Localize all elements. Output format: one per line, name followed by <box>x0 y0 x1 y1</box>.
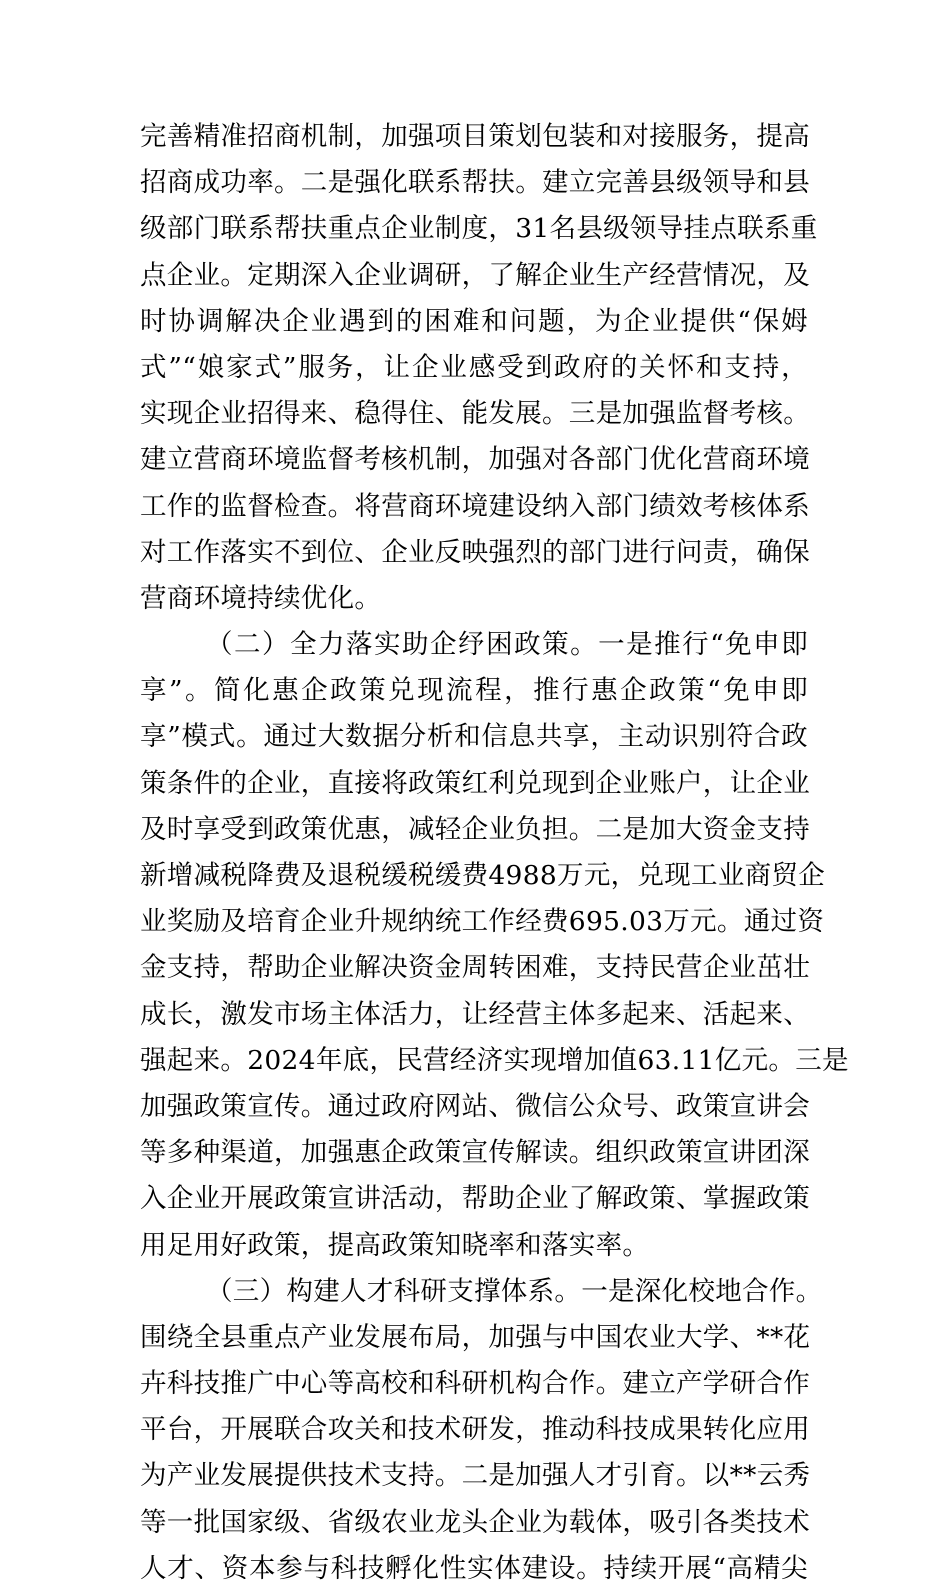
text-line: 策条件的企业，直接将政策红利兑现到企业账户，让企业 <box>140 767 810 799</box>
text-line: 点企业。定期深入企业调研，了解企业生产经营情况，及 <box>140 259 810 291</box>
document-body <box>140 114 849 1592</box>
text-line: 及时享受到政策优惠，减轻企业负担。二是加大资金支持 <box>140 813 810 845</box>
text-line: 卉科技推广中心等高校和科研机构合作。建立产学研合作 <box>140 1368 810 1400</box>
text-line: 人才、资本参与科技孵化性实体建设。持续开展“高精尖 <box>140 1552 808 1584</box>
text-line: 用足用好政策，提高政策知晓率和落实率。 <box>140 1229 650 1261</box>
text-line: 工作的监督检查。将营商环境建设纳入部门绩效考核体系 <box>140 490 810 522</box>
text-line: 时协调解决企业遇到的困难和问题，为企业提供“保姆 <box>140 305 808 337</box>
text-line: 对工作落实不到位、企业反映强烈的部门进行问责，确保 <box>140 536 810 568</box>
text-line: 招商成功率。二是强化联系帮扶。建立完善县级领导和县 <box>140 167 810 199</box>
text-line: 等多种渠道，加强惠企政策宣传解读。组织政策宣讲团深 <box>140 1137 810 1169</box>
text-line: 新增减税降费及退税缓税缓费4988万元，兑现工业商贸企 <box>140 860 826 891</box>
text-line: （三）构建人才科研支撑体系。一是深化校地合作。 <box>206 1275 823 1307</box>
text-line: 业奖励及培育企业升规纳统工作经费695.03万元。通过资 <box>140 906 825 938</box>
text-line: 享”模式。通过大数据分析和信息共享，主动识别符合政 <box>140 721 808 753</box>
text-line: 享”。简化惠企政策兑现流程，推行惠企政策“免申即 <box>140 675 808 707</box>
text-line: 加强政策宣传。通过政府网站、微信公众号、政策宣讲会 <box>140 1090 810 1122</box>
text-line: 金支持，帮助企业解决资金周转困难，支持民营企业茁壮 <box>140 952 810 984</box>
text-line: 式”“娘家式”服务，让企业感受到政府的关怀和支持， <box>140 351 808 383</box>
text-line: 强起来。2024年底，民营经济实现增加值63.11亿元。三是 <box>140 1044 849 1076</box>
text-line: 级部门联系帮扶重点企业制度，31名县级领导挂点联系重 <box>140 213 818 245</box>
text-line: （二）全力落实助企纾困政策。一是推行“免申即 <box>206 629 808 661</box>
text-line: 围绕全县重点产业发展布局，加强与中国农业大学、**花 <box>140 1321 811 1353</box>
text-line: 营商环境持续优化。 <box>140 582 382 614</box>
text-line: 建立营商环境监督考核机制，加强对各部门优化营商环境 <box>140 444 810 476</box>
text-line: 成长，激发市场主体活力，让经营主体多起来、活起来、 <box>140 998 810 1030</box>
text-line: 为产业发展提供技术支持。二是加强人才引育。以**云秀 <box>140 1460 811 1492</box>
text-line: 等一批国家级、省级农业龙头企业为载体，吸引各类技术 <box>140 1506 810 1538</box>
text-line: 平台，开展联合攻关和技术研发，推动科技成果转化应用 <box>140 1414 810 1446</box>
text-line: 完善精准招商机制，加强项目策划包装和对接服务，提高 <box>140 121 810 152</box>
text-line: 入企业开展政策宣讲活动，帮助企业了解政策、掌握政策 <box>140 1183 810 1215</box>
text-line: 实现企业招得来、稳得住、能发展。三是加强监督考核。 <box>140 398 810 430</box>
